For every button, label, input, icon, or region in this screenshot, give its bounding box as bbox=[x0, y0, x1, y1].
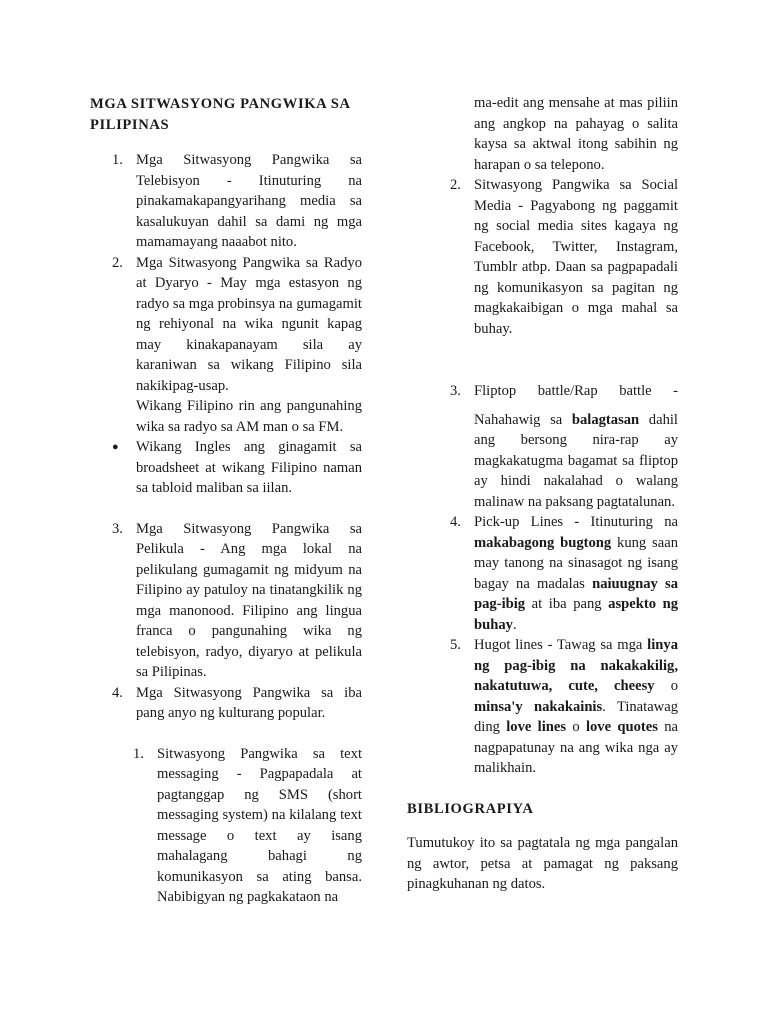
document-heading: MGA SITWASYONG PANGWIKA SA PILIPINAS bbox=[90, 96, 350, 133]
bibliography-text: Tumutukoy ito sa pagtatala ng mga pangalan ng awtor, petsa at pamagat ng paksang pinagkuhanan ng datos. bbox=[407, 835, 678, 892]
situations-list bbox=[90, 150, 362, 724]
list-number: 2. bbox=[112, 254, 123, 271]
sub-list bbox=[90, 744, 362, 908]
sub-list-number: 1. bbox=[133, 745, 144, 762]
left-column bbox=[90, 93, 362, 908]
list-item-text: Pick-up Lines - Itinuturing na makabagong bugtong kung saan may tanong na sinasagot ng isang bagay na madalas naiuugnay sa pag-ibig at iba pang aspekto ng buhay. bbox=[474, 514, 678, 633]
list-item-text: Sitwasyong Pangwika sa Social Media - Pagyabong ng paggamit ng social media sites kagaya ng Facebook, Twitter, Instagram, Tumblr atbp. Daan sa pagpapadali ng komunikasyon sa pagitan ng magkakaibigan o mga mahal sa buhay. bbox=[474, 177, 678, 337]
right-column bbox=[407, 93, 678, 895]
list-item bbox=[407, 512, 678, 635]
list-item bbox=[407, 635, 678, 779]
bullet-item-text: Wikang Ingles ang ginagamit sa broadsheet at wikang Filipino naman sa tabloid maliban sa iilan. bbox=[136, 439, 362, 496]
sub-list-item bbox=[90, 744, 362, 908]
list-item-extra: Wikang Filipino rin ang pangunahing wika sa radyo sa AM man o sa FM. bbox=[136, 398, 362, 435]
list-number: 2. bbox=[450, 177, 461, 193]
list-item bbox=[90, 150, 362, 253]
list-item-title: Fliptop battle/Rap battle - bbox=[474, 383, 678, 399]
list-number: 5. bbox=[450, 637, 461, 653]
list-item bbox=[90, 519, 362, 683]
list-number: 3. bbox=[450, 383, 461, 399]
bullet-item bbox=[90, 437, 362, 499]
continued-text: ma-edit ang mensahe at mas piliin ang angkop na pahayag o salita kaysa sa aktwal itong sabihin ng harapan o sa telepono. bbox=[474, 95, 678, 173]
list-number: 4. bbox=[112, 684, 123, 701]
list-item-text: Mga Sitwasyong Pangwika sa Pelikula - Ang mga lokal na pelikulang gumagamit ng midyum na Filipino ay patuloy na tinatangkilik ng mga manonood. Filipino ang lingua franca o pangunahing wika ng telebisyon, radyo, diyaryo at pelikula sa Pilipinas. bbox=[136, 520, 362, 680]
list-item bbox=[90, 253, 362, 438]
list-number: 3. bbox=[112, 520, 123, 537]
list-number: 4. bbox=[450, 514, 461, 530]
list-item bbox=[90, 683, 362, 724]
list-item-text: Mga Sitwasyong Pangwika sa Radyo at Dyaryo - May mga estasyon ng radyo sa mga probinsya na gumagamit ng rehiyonal na wika ngunit kapag may kinakapanayam sila ay karaniwan sa wikang Filipino sila nakikipag-usap. bbox=[136, 254, 362, 394]
sub-list-item-text: Sitwasyong Pangwika sa text messaging - Pagpapadala at pagtanggap ng SMS (short messaging system) na kilalang text message o text ay isang mahalagang bahagi ng komunikasyon sa ating bansa. Nabibigyan ng pagkakataon na bbox=[157, 745, 362, 905]
bibliography-heading: BIBLIOGRAPIYA bbox=[407, 800, 534, 817]
list-item bbox=[407, 381, 678, 512]
list-item-text: Mga Sitwasyong Pangwika sa Telebisyon - Itinuturing na pinakamakapangyarihang media sa kasalukuyan dahil sa dami ng mga mamamayang naaabot nito. bbox=[136, 152, 362, 250]
list-item-text: Nahahawig sa balagtasan dahil ang bersong nira-rap ay magkakatugma bagamat sa fliptop ay hindi nakalahad o walang malinaw na paksang pagtatalunan. bbox=[474, 411, 678, 510]
bullet-icon: ● bbox=[112, 441, 119, 453]
list-item-text: Hugot lines - Tawag sa mga linya ng pag-ibig na nakakakilig, nakatutuwa, cute, cheesy o minsa'y nakakainis. Tinatawag ding love lines o love quotes na nagpapatunay na ang wika nga ay malikhain. bbox=[474, 637, 678, 776]
list-number: 1. bbox=[112, 152, 123, 168]
list-item-text: Mga Sitwasyong Pangwika sa iba pang anyo ng kulturang popular. bbox=[136, 684, 362, 721]
list-item bbox=[407, 175, 678, 339]
